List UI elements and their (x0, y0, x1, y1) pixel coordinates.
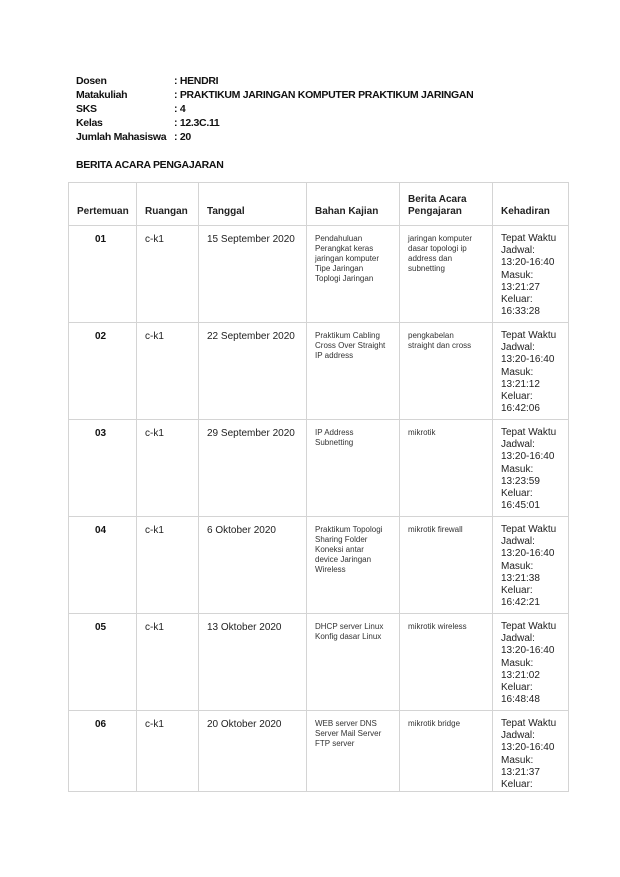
info-value: : 20 (174, 131, 191, 143)
table-row (69, 614, 569, 711)
cell-berita-acara: jaringan komputer dasar topologi ip address dan subnetting (400, 226, 493, 323)
cell-berita-acara: mikrotik wireless (400, 614, 493, 711)
info-row-matakuliah (76, 88, 596, 102)
info-value: : 4 (174, 103, 186, 115)
header-berita-acara: Berita Acara Pengajaran (400, 183, 493, 226)
cell-bahan-kajian: Praktikum Cabling Cross Over Straight IP address (307, 323, 400, 420)
cell-bahan-kajian: DHCP server Linux Konfig dasar Linux (307, 614, 400, 711)
cell-pertemuan: 06 (69, 711, 137, 792)
table-header-row (69, 183, 569, 226)
cell-ruangan: c-k1 (137, 517, 199, 614)
cell-tanggal: 20 Oktober 2020 (199, 711, 307, 792)
cell-ruangan: c-k1 (137, 323, 199, 420)
table-row (69, 226, 569, 323)
header-pertemuan: Pertemuan (69, 183, 137, 226)
section-title: BERITA ACARA PENGAJARAN (76, 159, 224, 171)
cell-bahan-kajian: Praktikum Topologi Sharing Folder Koneksi antar device Jaringan Wireless (307, 517, 400, 614)
cell-bahan-kajian: Pendahuluan Perangkat keras jaringan komputer Tipe Jaringan Toplogi Jaringan (307, 226, 400, 323)
info-row-kelas (76, 116, 596, 130)
table-row (69, 420, 569, 517)
info-value: : HENDRI (174, 75, 219, 87)
table-row (69, 323, 569, 420)
cell-ruangan: c-k1 (137, 420, 199, 517)
header-bahan-kajian: Bahan Kajian (307, 183, 400, 226)
table-row (69, 517, 569, 614)
cell-kehadiran: Tepat Waktu Jadwal: 13:20-16:40 Masuk: 13:21:27 Keluar: 16:33:28 (493, 226, 569, 323)
info-row-sks (76, 102, 596, 116)
info-label: Jumlah Mahasiswa (76, 131, 167, 143)
info-label: Dosen (76, 75, 107, 87)
cell-kehadiran: Tepat Waktu Jadwal: 13:20-16:40 Masuk: 13:23:59 Keluar: 16:45:01 (493, 420, 569, 517)
info-value: : PRAKTIKUM JARINGAN KOMPUTER PRAKTIKUM JARINGAN (174, 89, 474, 101)
attendance-table (68, 182, 569, 792)
cell-pertemuan: 03 (69, 420, 137, 517)
cell-bahan-kajian: WEB server DNS Server Mail Server FTP server (307, 711, 400, 792)
cell-ruangan: c-k1 (137, 226, 199, 323)
cell-berita-acara: mikrotik bridge (400, 711, 493, 792)
info-row-dosen (76, 74, 596, 88)
cell-pertemuan: 01 (69, 226, 137, 323)
cell-bahan-kajian: IP Address Subnetting (307, 420, 400, 517)
header-tanggal: Tanggal (199, 183, 307, 226)
info-value: : 12.3C.11 (174, 117, 220, 129)
cell-kehadiran: Tepat Waktu Jadwal: 13:20-16:40 Masuk: 13:21:12 Keluar: 16:42:06 (493, 323, 569, 420)
cell-kehadiran: Tepat Waktu Jadwal: 13:20-16:40 Masuk: 13:21:02 Keluar: 16:48:48 (493, 614, 569, 711)
header-ruangan: Ruangan (137, 183, 199, 226)
info-label: Matakuliah (76, 89, 128, 101)
cell-kehadiran: Tepat Waktu Jadwal: 13:20-16:40 Masuk: 13:21:38 Keluar: 16:42:21 (493, 517, 569, 614)
cell-kehadiran: Tepat Waktu Jadwal: 13:20-16:40 Masuk: 13:21:37 Keluar: (493, 711, 569, 792)
info-label: Kelas (76, 117, 103, 129)
cell-tanggal: 29 September 2020 (199, 420, 307, 517)
cell-pertemuan: 02 (69, 323, 137, 420)
table-row (69, 711, 569, 792)
cell-berita-acara: pengkabelan straight dan cross (400, 323, 493, 420)
cell-tanggal: 22 September 2020 (199, 323, 307, 420)
cell-ruangan: c-k1 (137, 711, 199, 792)
cell-tanggal: 15 September 2020 (199, 226, 307, 323)
cell-tanggal: 6 Oktober 2020 (199, 517, 307, 614)
cell-ruangan: c-k1 (137, 614, 199, 711)
info-row-jumlah-mahasiswa (76, 130, 596, 144)
cell-pertemuan: 04 (69, 517, 137, 614)
info-label: SKS (76, 103, 97, 115)
cell-berita-acara: mikrotik firewall (400, 517, 493, 614)
course-info (76, 74, 596, 144)
cell-tanggal: 13 Oktober 2020 (199, 614, 307, 711)
header-kehadiran: Kehadiran (493, 183, 569, 226)
cell-pertemuan: 05 (69, 614, 137, 711)
cell-berita-acara: mikrotik (400, 420, 493, 517)
